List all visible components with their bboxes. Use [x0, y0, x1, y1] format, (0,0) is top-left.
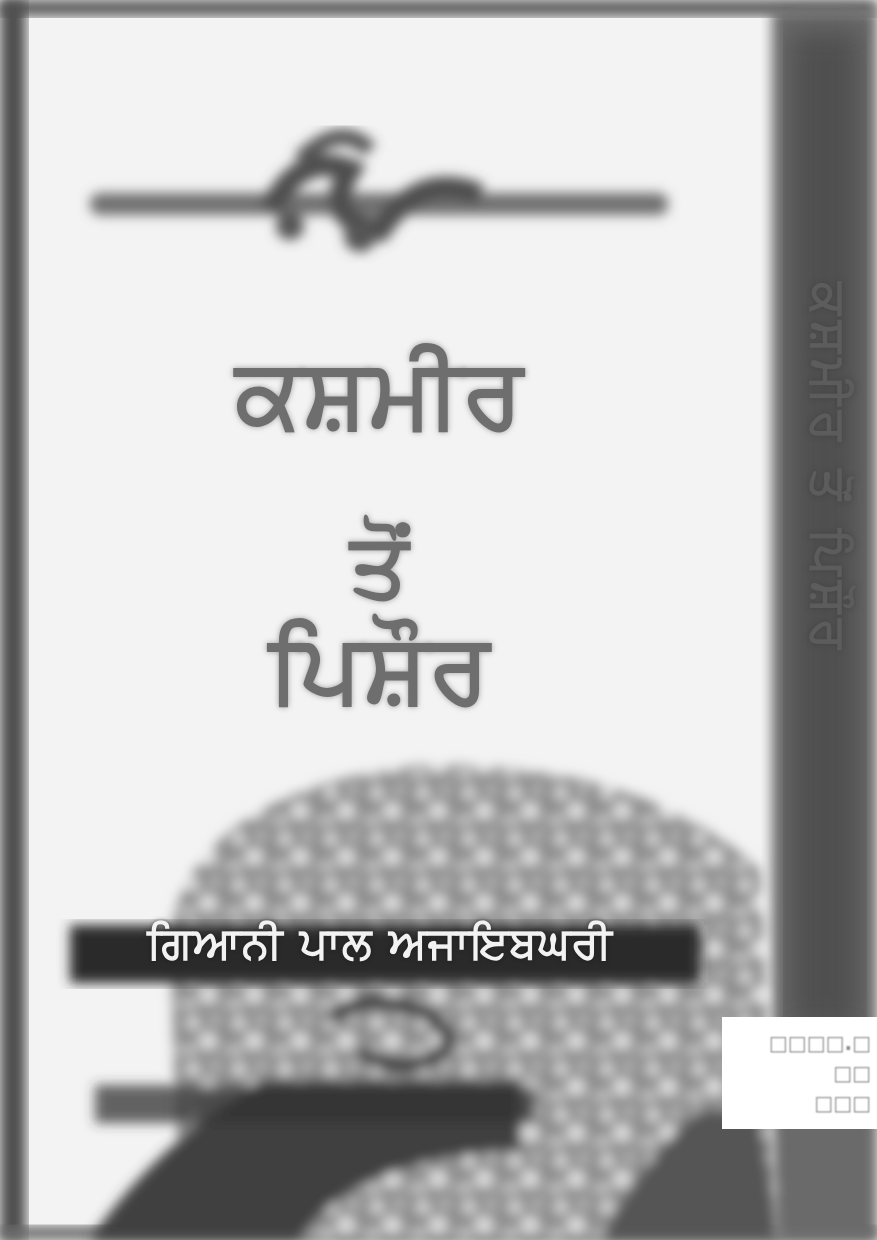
- book-title-line-3: ਪਿਸ਼ੌਰ: [268, 611, 492, 724]
- catalog-label-line: □□: [833, 1061, 871, 1085]
- left-edge-shadow: [0, 0, 26, 1240]
- spine-title-text: ਕਸ਼ਮੀਰ ਤੋਂ ਪਿਸ਼ੌਰ: [800, 282, 857, 655]
- author-name: ਗਿਆਨੀ ਪਾਲ ਅਜਾਇਬਘਰੀ: [147, 918, 613, 969]
- book-title-line-1: ਕਸ਼ਮੀਰ: [235, 336, 525, 449]
- catalog-label-line: □□□: [814, 1091, 871, 1115]
- catalog-label-line: □□□□.□: [768, 1031, 871, 1055]
- catalog-label: [722, 1017, 877, 1129]
- book-title-line-2: ਤੋਂ: [350, 512, 410, 618]
